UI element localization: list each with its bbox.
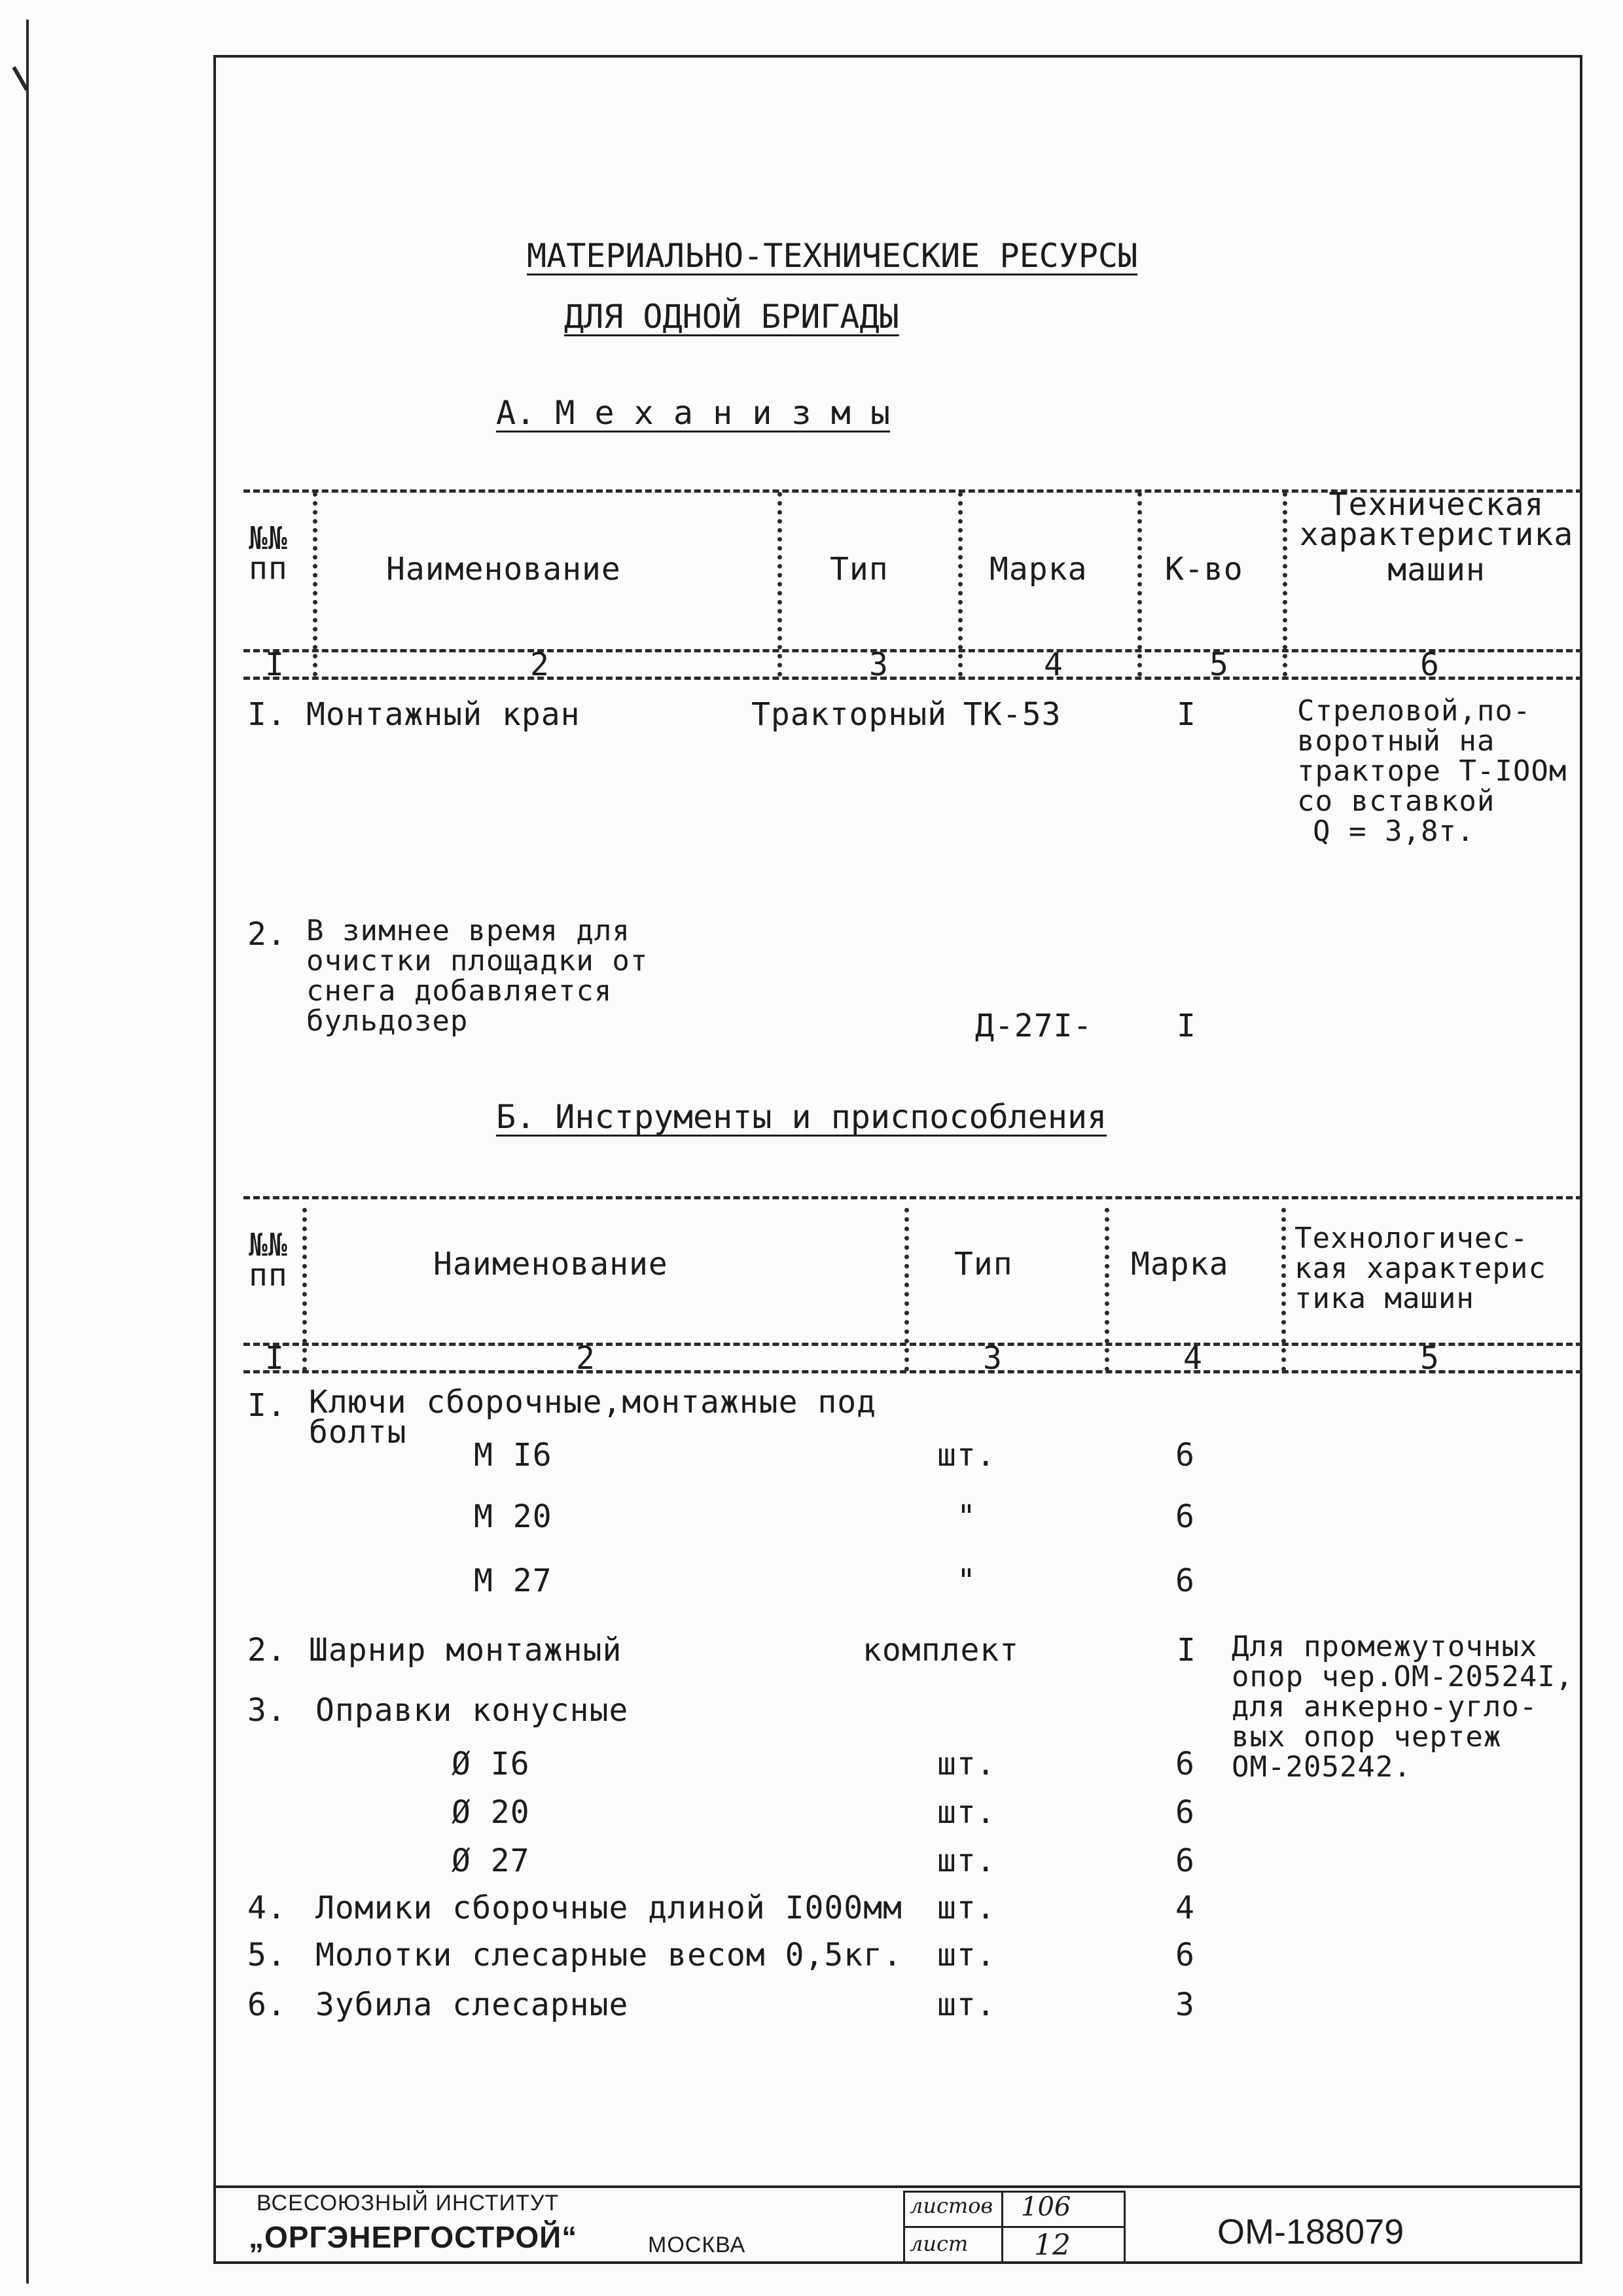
row-mark: 6 <box>1175 1746 1195 1782</box>
table-a-header-rule <box>243 649 1582 652</box>
row-name: В зимнее время для очистки площадки от снега добавляется бульдозер <box>306 914 649 1038</box>
row-number: 3. <box>247 1692 287 1729</box>
col-number: I <box>265 1340 285 1377</box>
page-frame <box>213 55 1582 2264</box>
row-mark: 6 <box>1175 1843 1195 1879</box>
col-number: 2 <box>530 646 550 683</box>
table-a-col-divider <box>958 492 963 677</box>
row-size: М 20 <box>474 1498 552 1535</box>
row-name: Молотки слесарные весом 0,5кг. <box>315 1937 902 1973</box>
binding-line <box>26 20 29 2284</box>
col-number: 5 <box>1209 646 1229 683</box>
row-name: Шарнир монтажный <box>309 1632 622 1669</box>
row-mark: 6 <box>1175 1937 1195 1973</box>
header-mark: Марка <box>990 551 1088 588</box>
row-size: М I6 <box>474 1437 552 1474</box>
row-type: шт. <box>937 1437 996 1474</box>
city: МОСКВА <box>648 2233 746 2257</box>
row-type: шт. <box>937 1937 996 1973</box>
row-number: 4. <box>247 1890 287 1926</box>
row-size: Ø 27 <box>452 1843 530 1879</box>
row-size: М 27 <box>474 1563 552 1599</box>
row-type: шт. <box>937 1746 996 1782</box>
table-a-number-rule <box>243 677 1582 680</box>
table-a-col-divider <box>1137 492 1142 677</box>
header-characteristic: Технологичес- кая характерис тика машин <box>1294 1222 1546 1315</box>
row-name: Ломики сборочные длиной I000мм <box>315 1890 902 1926</box>
row-number: 6. <box>247 1987 287 2023</box>
sheets-label: листов <box>910 2193 993 2218</box>
header-num: №№ пп <box>249 520 288 587</box>
header-characteristic: Техническая характеристика машин <box>1299 486 1574 588</box>
row-name: Ключи сборочные,монтажные под болты <box>309 1384 877 1451</box>
row-characteristic: Для промежуточных опор чер.ОМ-20524I, для анкерно-угло- вых опор чертеж ОМ-205242. <box>1232 1630 1574 1784</box>
row-name: Зубила слесарные <box>315 1987 629 2023</box>
header-num: №№ пп <box>249 1227 288 1294</box>
table-b-col-divider <box>904 1208 909 1371</box>
section-b-heading: Б. Инструменты и приспособления <box>496 1098 1107 1136</box>
header-name: Наименование <box>433 1246 668 1282</box>
row-mark: 6 <box>1175 1498 1195 1535</box>
table-b-col-divider <box>1281 1208 1286 1371</box>
institute-line-1: ВСЕСОЮЗНЫЙ ИНСТИТУТ <box>257 2191 560 2216</box>
row-number: I. <box>247 1387 287 1424</box>
row-mark: ТК-53 <box>963 696 1061 733</box>
row-qty: I <box>1177 1008 1196 1044</box>
row-mark: 6 <box>1175 1563 1195 1599</box>
table-b-col-divider <box>1105 1208 1109 1371</box>
col-number: I <box>265 646 285 683</box>
row-mark: Д-27I- <box>975 1008 1093 1044</box>
row-type: Тракторный <box>751 696 947 733</box>
sheets-divider <box>903 2226 1126 2228</box>
col-number: 2 <box>576 1340 596 1377</box>
row-type: шт. <box>937 1794 996 1831</box>
col-number: 6 <box>1420 646 1440 683</box>
row-size: Ø 20 <box>452 1794 530 1831</box>
row-mark: 4 <box>1175 1890 1195 1926</box>
section-a-heading: А. М е х а н и з м ы <box>496 394 891 432</box>
sheet-label: лист <box>910 2231 969 2256</box>
sheet-number: 12 <box>1034 2229 1071 2262</box>
row-name: Оправки конусные <box>315 1692 629 1729</box>
doc-code: ОМ-188079 <box>1217 2212 1404 2252</box>
header-type: Тип <box>954 1246 1013 1282</box>
institute-name: „ОРГЭНЕРГОСТРОЙ“ <box>249 2220 578 2254</box>
header-mark: Марка <box>1131 1246 1229 1282</box>
sheets-col-divider <box>1001 2191 1003 2264</box>
row-size: Ø I6 <box>452 1746 530 1782</box>
row-type: шт. <box>937 1843 996 1879</box>
row-name: Монтажный кран <box>306 696 580 733</box>
header-name: Наименование <box>386 551 621 588</box>
row-type: " <box>957 1563 976 1599</box>
table-b-number-rule <box>243 1370 1582 1373</box>
col-number: 4 <box>1183 1340 1203 1377</box>
title-block-top-rule <box>216 2185 1582 2188</box>
table-a-col-divider <box>313 492 317 677</box>
row-mark: 6 <box>1175 1437 1195 1474</box>
row-type: " <box>957 1498 976 1535</box>
col-number: 3 <box>869 646 889 683</box>
row-qty: I <box>1177 696 1196 733</box>
document-title: МАТЕРИАЛЬНО-ТЕХНИЧЕСКИЕ РЕСУРСЫ <box>527 237 1138 275</box>
col-number: 4 <box>1044 646 1063 683</box>
document-subtitle: ДЛЯ ОДНОЙ БРИГАДЫ <box>564 298 899 336</box>
header-type: Тип <box>830 551 889 588</box>
table-b-col-divider <box>302 1208 307 1371</box>
sheets-count: 106 <box>1021 2192 1071 2222</box>
row-number: I. <box>247 696 287 733</box>
row-type: комплект <box>863 1632 1020 1669</box>
row-mark: 6 <box>1175 1794 1195 1831</box>
row-mark: I <box>1177 1632 1196 1669</box>
row-type: шт. <box>937 1987 996 2023</box>
table-b-top-rule <box>243 1196 1582 1199</box>
row-number: 2. <box>247 1632 287 1669</box>
table-a-col-divider <box>777 492 782 677</box>
row-number: 5. <box>247 1937 287 1973</box>
col-number: 5 <box>1420 1340 1440 1377</box>
row-characteristic: Стреловой,по- воротный на тракторе Т-IOOм со вставкой Q = 3,8т. <box>1297 694 1567 848</box>
row-number: 2. <box>247 916 287 953</box>
col-number: 3 <box>983 1340 1003 1377</box>
header-qty: К-во <box>1165 551 1243 588</box>
row-type: шт. <box>937 1890 996 1926</box>
table-b-header-rule <box>243 1343 1582 1346</box>
table-a-col-divider <box>1283 492 1287 677</box>
row-mark: 3 <box>1175 1987 1195 2023</box>
